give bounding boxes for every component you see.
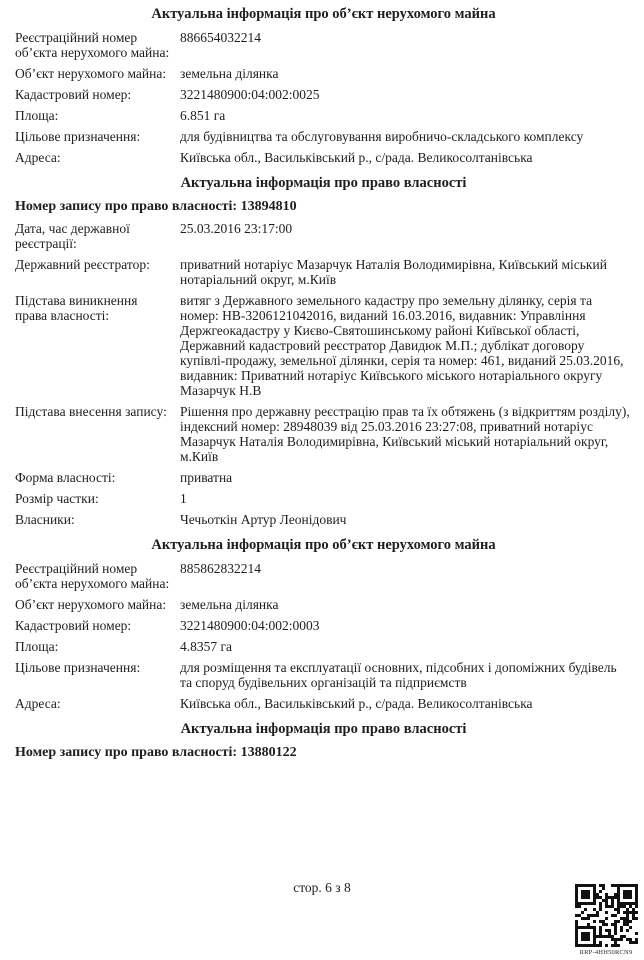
field-label: Державний реєстратор:: [15, 257, 150, 272]
section-ownership-info-1: [15, 175, 632, 527]
field-row: [15, 618, 632, 633]
section-title: Актуальна інформація про право власності: [180, 721, 467, 737]
field-value: 1: [180, 491, 187, 506]
field-value: 3221480900:04:002:0003: [180, 618, 320, 633]
field-row: [15, 639, 632, 654]
field-value: для будівництва та обслуговування виробничо-складського комплексу: [180, 129, 584, 144]
field-value: земельна ділянка: [180, 66, 279, 81]
section-object-info-1: [15, 6, 632, 165]
field-row: [15, 491, 632, 506]
field-value: Київська обл., Васильківський р., с/рада. Великосолтанівська: [180, 696, 533, 711]
section-ownership-info-2: [15, 721, 632, 760]
section-object-info-2: [15, 537, 632, 711]
field-value: для розміщення та експлуатації основних, підсобних і допоміжних будівель та споруд будівельних організацій та підприємств: [180, 660, 617, 690]
field-value: витяг з Державного земельного кадастру про земельну ділянку, серія та номер: НВ-3206121042016, виданий 16.03.2016, видавник: Управління Держгеокадастру у Києво-Святошинському районі Київської області, Державний кадастровий реєстратор Давидюк М.П.; дублікат договору купівлі-продажу, земельної ділянки, серія та номер: 461, виданий 25.03.2016, видавник: Приватний нотаріус Київського міського нотаріального округу Мазарчук Н.В: [180, 293, 624, 398]
field-value: Рішення про державну реєстрацію прав та їх обтяжень (з відкриттям розділу), індексний номер: 28948039 від 25.03.2016 23:27:08, приватний нотаріус Мазарчук Наталія Володимирівна, Київський міський нотаріальний округ, м.Київ: [180, 404, 630, 464]
field-value: 885862832214: [180, 561, 261, 576]
field-label: Площа:: [15, 639, 59, 654]
field-label: Кадастровий номер:: [15, 618, 132, 633]
field-row: [15, 108, 632, 123]
field-row: [15, 597, 632, 612]
field-value: приватна: [180, 470, 233, 485]
section-title: Актуальна інформація про об’єкт нерухомого майна: [151, 537, 496, 553]
field-label: Власники:: [15, 512, 75, 527]
field-label: Реєстраційний номер об’єкта нерухомого майна:: [15, 561, 170, 591]
field-label: Площа:: [15, 108, 59, 123]
ownership-record-number: Номер запису про право власності: 13880122: [15, 745, 297, 760]
field-label: Адреса:: [15, 150, 61, 165]
section-title: Актуальна інформація про об’єкт нерухомого майна: [151, 6, 496, 22]
field-label: Об’єкт нерухомого майна:: [15, 597, 167, 612]
field-row: [15, 293, 632, 398]
field-row: [15, 129, 632, 144]
section-title: Актуальна інформація про право власності: [180, 175, 467, 191]
field-row: [15, 221, 632, 251]
field-value: приватний нотаріус Мазарчук Наталія Володимирівна, Київський міський нотаріальний округ, м.Київ: [180, 257, 607, 287]
field-label: Дата, час державної реєстрації:: [15, 221, 130, 251]
field-row: [15, 561, 632, 591]
field-row: [15, 696, 632, 711]
field-label: Форма власності:: [15, 470, 116, 485]
field-row: [15, 470, 632, 485]
field-value: Чечьоткін Артур Леонідович: [180, 512, 347, 527]
field-row: [15, 404, 632, 464]
field-value: Київська обл., Васильківський р., с/рада. Великосолтанівська: [180, 150, 533, 165]
field-value: 25.03.2016 23:17:00: [180, 221, 293, 236]
field-label: Об’єкт нерухомого майна:: [15, 66, 167, 81]
field-value: 886654032214: [180, 30, 261, 45]
field-value: 4.8357 га: [180, 639, 233, 654]
field-label: Реєстраційний номер об’єкта нерухомого майна:: [15, 30, 170, 60]
field-label: Підстава внесення запису:: [15, 404, 167, 419]
field-label: Адреса:: [15, 696, 61, 711]
field-label: Розмір частки:: [15, 491, 99, 506]
page-number: стор. 6 з 8: [293, 880, 351, 895]
field-value: 6.851 га: [180, 108, 226, 123]
field-row: [15, 512, 632, 527]
field-label: Кадастровий номер:: [15, 87, 132, 102]
field-row: [15, 66, 632, 81]
field-label: Цільове призначення:: [15, 129, 141, 144]
qr-code-label: RRP-4HH50RCN9: [579, 949, 633, 956]
qr-block: [574, 884, 638, 957]
field-row: [15, 150, 632, 165]
qr-code-icon: [575, 884, 638, 947]
field-row: [15, 257, 632, 287]
field-row: [15, 30, 632, 60]
field-value: 3221480900:04:002:0025: [180, 87, 320, 102]
ownership-record-number: Номер запису про право власності: 13894810: [15, 199, 297, 214]
field-row: [15, 87, 632, 102]
field-value: земельна ділянка: [180, 597, 279, 612]
field-label: Підстава виникнення права власності:: [15, 293, 138, 323]
field-row: [15, 660, 632, 690]
field-label: Цільове призначення:: [15, 660, 141, 675]
